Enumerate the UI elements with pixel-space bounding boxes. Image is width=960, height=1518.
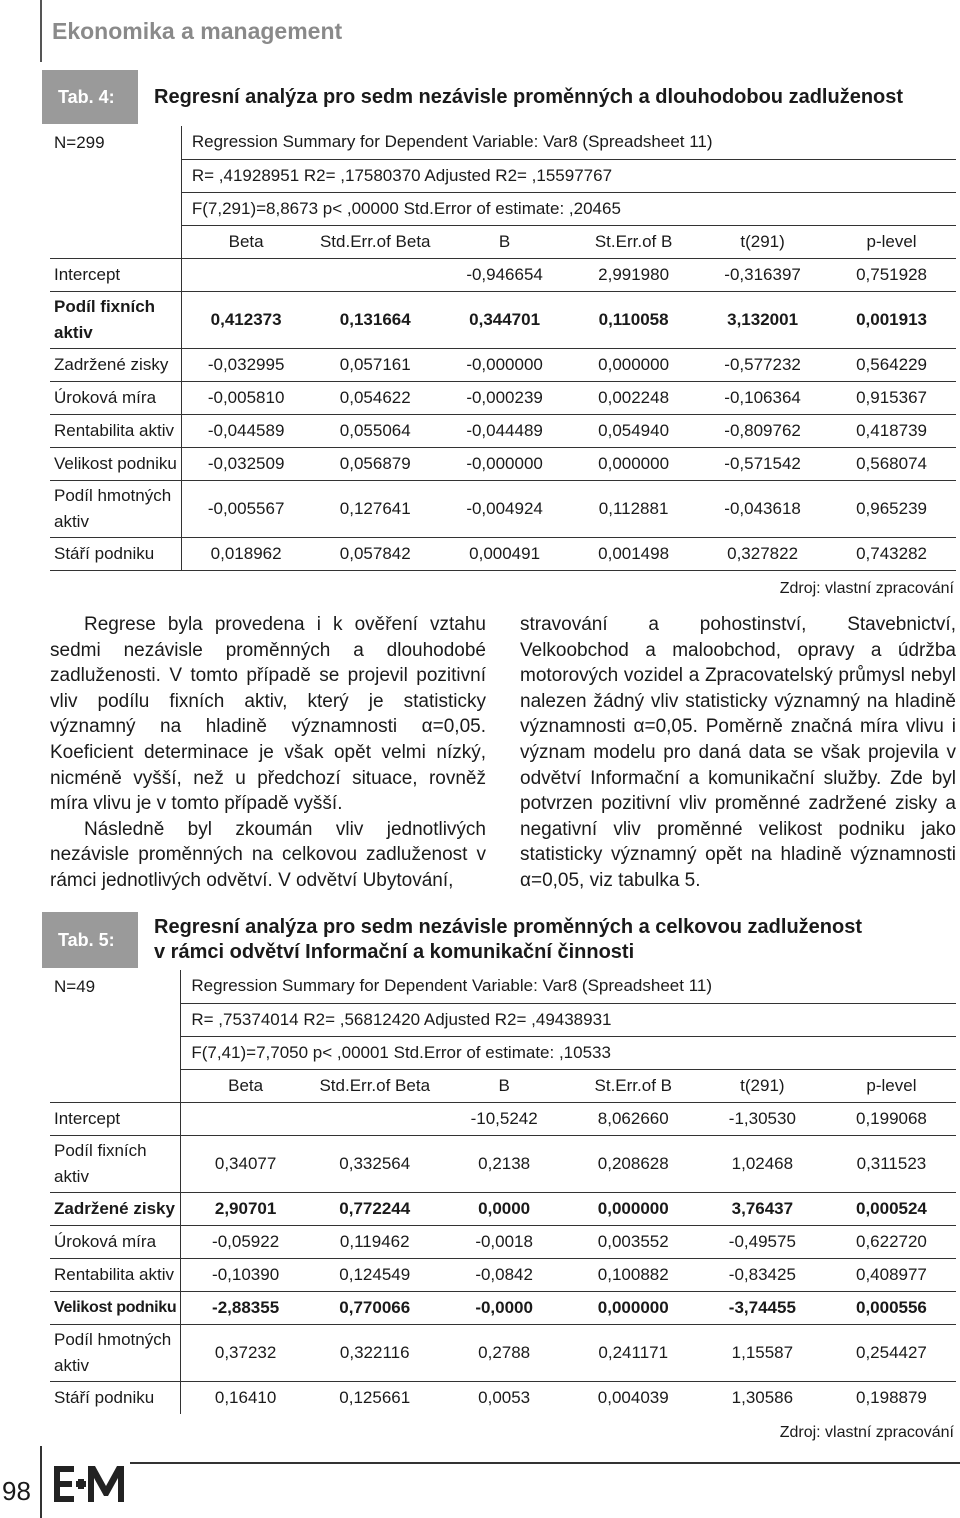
column-header: t(291) bbox=[698, 225, 827, 258]
column-header: St.Err.of B bbox=[569, 225, 698, 258]
table4-summary-row bbox=[50, 159, 956, 192]
column-header: Beta bbox=[181, 225, 310, 258]
table5-column-headers bbox=[50, 1069, 956, 1102]
table-row: Podíl fixních aktiv 0,34077 0,332564 0,2138 0,208628 1,02468 0,311523 bbox=[50, 1135, 956, 1192]
table5-title-line: Regresní analýza pro sedm nezávisle proměnných a celkovou zadluženost bbox=[154, 916, 863, 938]
table5-title-line: v rámci odvětví Informační a komunikační činnosti bbox=[154, 941, 635, 963]
table4-summary-line: F(7,291)=8,8673 p< ,00000 Std.Error of estimate: ,20465 bbox=[181, 192, 956, 225]
column-header: St.Err.of B bbox=[569, 1069, 698, 1102]
table-row: Velikost podniku -2,88355 0,770066 -0,0000 0,000000 -3,74455 0,000556 bbox=[50, 1291, 956, 1324]
table5-summary-row bbox=[50, 1036, 956, 1069]
table5-label: Tab. 5: bbox=[42, 912, 138, 968]
table-row: Zadržené zisky -0,032995 0,057161 -0,000000 0,000000 -0,577232 0,564229 bbox=[50, 348, 956, 381]
column-header: p-level bbox=[827, 225, 956, 258]
table-row: Velikost podniku -0,032509 0,056879 -0,000000 0,000000 -0,571542 0,568074 bbox=[50, 447, 956, 480]
table-row: Podíl hmotných aktiv -0,005567 0,127641 -0,004924 0,112881 -0,043618 0,965239 bbox=[50, 480, 956, 537]
table-row: Podíl hmotných aktiv 0,37232 0,322116 0,2788 0,241171 1,15587 0,254427 bbox=[50, 1324, 956, 1381]
table5-title bbox=[138, 912, 862, 968]
column-header: Std.Err.of Beta bbox=[310, 1069, 440, 1102]
table5-source: Zdroj: vlastní zpracování bbox=[779, 1424, 954, 1441]
table5-summary-row bbox=[50, 1003, 956, 1036]
column-header: B bbox=[440, 225, 569, 258]
table4 bbox=[50, 126, 956, 571]
table5-summary-row bbox=[50, 970, 956, 1003]
table-row: Stáří podniku 0,16410 0,125661 0,0053 0,004039 1,30586 0,198879 bbox=[50, 1381, 956, 1414]
column-header: p-level bbox=[827, 1069, 956, 1102]
text-column-left bbox=[50, 612, 486, 894]
paragraph: Následně byl zkoumán vliv jednotlivých nezávisle proměnných na celkovou zadluženost v rámci jednotlivých odvětví. V odvětví Ubytování, bbox=[50, 818, 486, 891]
column-header: t(291) bbox=[698, 1069, 827, 1102]
column-header: Beta bbox=[181, 1069, 310, 1102]
journal-title: Ekonomika a management bbox=[52, 18, 343, 44]
column-header: Std.Err.of Beta bbox=[310, 225, 440, 258]
table-row: Podíl fixních aktiv 0,412373 0,131664 0,344701 0,110058 3,132001 0,001913 bbox=[50, 291, 956, 348]
footer-divider bbox=[40, 1446, 42, 1518]
table-row: Stáří podniku 0,018962 0,057842 0,000491 0,001498 0,327822 0,743282 bbox=[50, 537, 956, 570]
table4-n: N=299 bbox=[50, 126, 181, 159]
table4-column-headers bbox=[50, 225, 956, 258]
table5 bbox=[50, 970, 956, 1414]
paragraph: Regrese byla provedena i k ověření vztahu sedmi nezávisle proměnných a dlouhodobé zadluženosti. V tomto případě se projevil pozitivní vliv podílu fixních aktiv, který je statisticky významný na hladině významnosti α=0,05. Koeficient determinace je však opět velmi nízký, nicméně vyšší, než u předchozí situace, rovněž míra vlivu je v tomto případě vyšší. bbox=[50, 614, 486, 815]
em-logo-icon bbox=[54, 1464, 126, 1504]
footer-rule bbox=[130, 1462, 960, 1464]
table5-header bbox=[42, 912, 956, 968]
table-row: Úroková míra -0,05922 0,119462 -0,0018 0,003552 -0,49575 0,622720 bbox=[50, 1225, 956, 1258]
table5-summary-line: R= ,75374014 R2= ,56812420 Adjusted R2= ,49438931 bbox=[181, 1003, 956, 1036]
text-column-right bbox=[520, 612, 956, 894]
table4-summary-line: Regression Summary for Dependent Variable: Var8 (Spreadsheet 11) bbox=[181, 126, 956, 159]
table4-label: Tab. 4: bbox=[42, 70, 138, 124]
table4-summary-row bbox=[50, 126, 956, 159]
table-row: Zadržené zisky 2,90701 0,772244 0,0000 0,000000 3,76437 0,000524 bbox=[50, 1192, 956, 1225]
table-row: Úroková míra -0,005810 0,054622 -0,000239 0,002248 -0,106364 0,915367 bbox=[50, 381, 956, 414]
table5-summary-line: F(7,41)=7,7050 p< ,00001 Std.Error of estimate: ,10533 bbox=[181, 1036, 956, 1069]
table4-summary-line: R= ,41928951 R2= ,17580370 Adjusted R2= ,15597767 bbox=[181, 159, 956, 192]
table5-n: N=49 bbox=[50, 970, 181, 1003]
table-row: Intercept -10,5242 8,062660 -1,30530 0,199068 bbox=[50, 1102, 956, 1135]
table5-summary-line: Regression Summary for Dependent Variable: Var8 (Spreadsheet 11) bbox=[181, 970, 956, 1003]
table-row: Rentabilita aktiv -0,044589 0,055064 -0,044489 0,054940 -0,809762 0,418739 bbox=[50, 414, 956, 447]
table-row: Intercept -0,946654 2,991980 -0,316397 0,751928 bbox=[50, 258, 956, 291]
table-row: Rentabilita aktiv -0,10390 0,124549 -0,0842 0,100882 -0,83425 0,408977 bbox=[50, 1258, 956, 1291]
page-number: 98 bbox=[2, 1476, 31, 1506]
column-header: B bbox=[440, 1069, 569, 1102]
table4-header bbox=[42, 70, 956, 124]
header-divider bbox=[40, 0, 42, 62]
table4-summary-row bbox=[50, 192, 956, 225]
table4-source: Zdroj: vlastní zpracování bbox=[779, 580, 954, 597]
table4-title: Regresní analýza pro sedm nezávisle proměnných a dlouhodobou zadluženost bbox=[154, 85, 904, 108]
paragraph: stravování a pohostinství, Stavebnictví, Velkoobchod a maloobchod, opravy a údržba motorových vozidel a Zpracovatelský průmysl nebyl nalezen žádný vliv statisticky významný na hladině významnosti α=0,05. Poměrně značná míra vlivu i význam modelu pro daná data se však projevila v odvětví Informační a komunikační služby. Zde byl potvrzen pozitivní vliv proměnné zadržené zisky a negativní vliv proměnné velikost podniku jako statisticky významný opět na hladině významnosti α=0,05, viz tabulka 5. bbox=[520, 614, 956, 891]
